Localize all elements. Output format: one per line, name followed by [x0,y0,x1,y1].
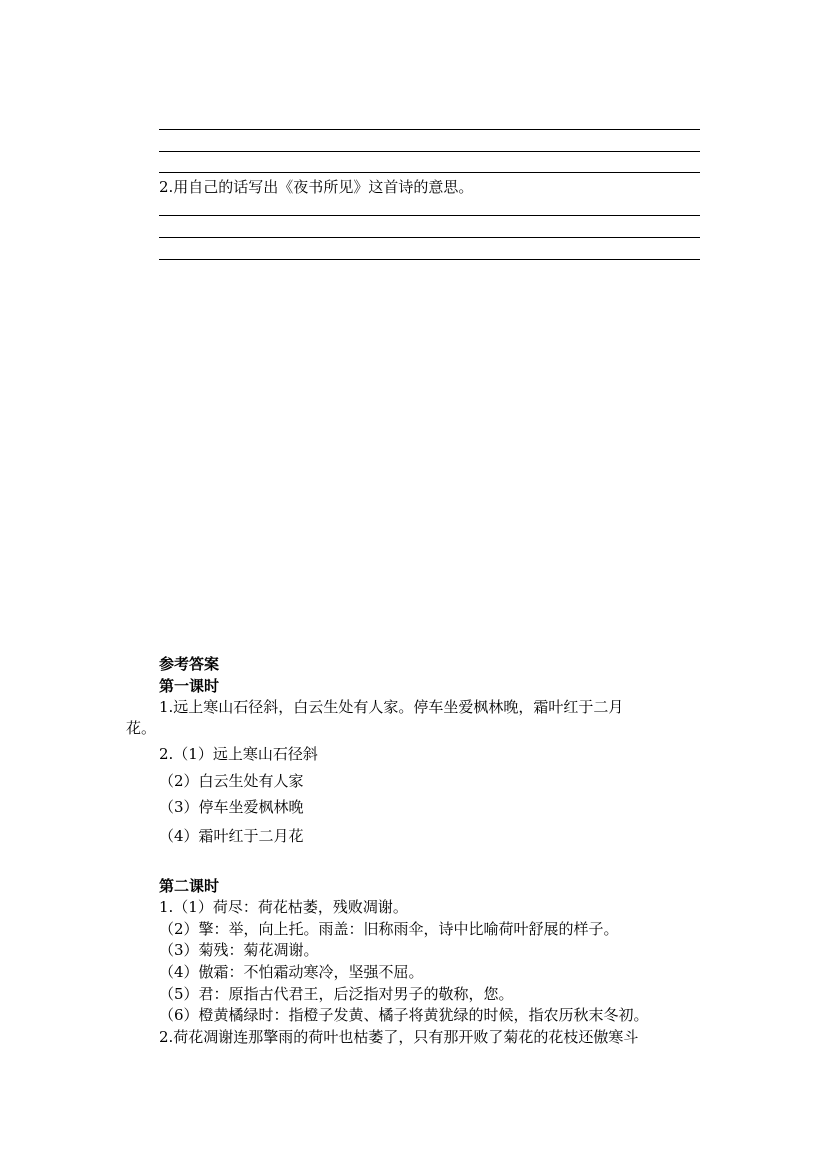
lesson1-item2-4: （4）霜叶红于二月花 [159,827,304,845]
answers-heading: 参考答案 [159,655,220,673]
lesson2-line-6: （6）橙黄橘绿时：指橙子发黄、橘子将黄犹绿的时候，指农历秋末冬初。 [159,1006,649,1024]
answer-line-1 [159,129,700,130]
answer-line-2 [159,151,700,152]
lesson1-item2-2: （2）白云生处有人家 [159,772,304,790]
lesson2-line-2: （2）擎：举，向上托。雨盖：旧称雨伞，诗中比喻荷叶舒展的样子。 [159,920,619,938]
answer-line-4 [159,215,700,216]
lesson2-line-5: （5）君：原指古代君王，后泛指对男子的敬称，您。 [159,985,514,1003]
lesson1-item2-1: 2.（1）远上寒山石径斜 [159,745,318,763]
lesson2-line-3: （3）菊残：菊花凋谢。 [159,941,319,959]
lesson2-title: 第二课时 [159,877,220,895]
lesson2-line-4: （4）傲霜：不怕霜动寒冷，坚强不屈。 [159,963,424,981]
lesson2-line-1: 1.（1）荷尽：荷花枯萎，残败凋谢。 [159,898,408,916]
lesson1-title: 第一课时 [159,677,220,695]
lesson2-line-7: 2.荷花凋谢连那擎雨的荷叶也枯萎了，只有那开败了菊花的花枝还傲寒斗 [159,1028,639,1046]
answer-line-5 [159,237,700,238]
question-2: 2.用自己的话写出《夜书所见》这首诗的意思。 [159,178,474,196]
lesson1-item1-line1: 1.远上寒山石径斜，白云生处有人家。停车坐爱枫林晚，霜叶红于二月 [159,698,624,716]
answer-line-6 [159,259,700,260]
lesson1-item1-line2: 花。 [126,719,157,737]
answer-line-3 [159,172,700,173]
lesson1-item2-3: （3）停车坐爱枫林晚 [159,798,304,816]
